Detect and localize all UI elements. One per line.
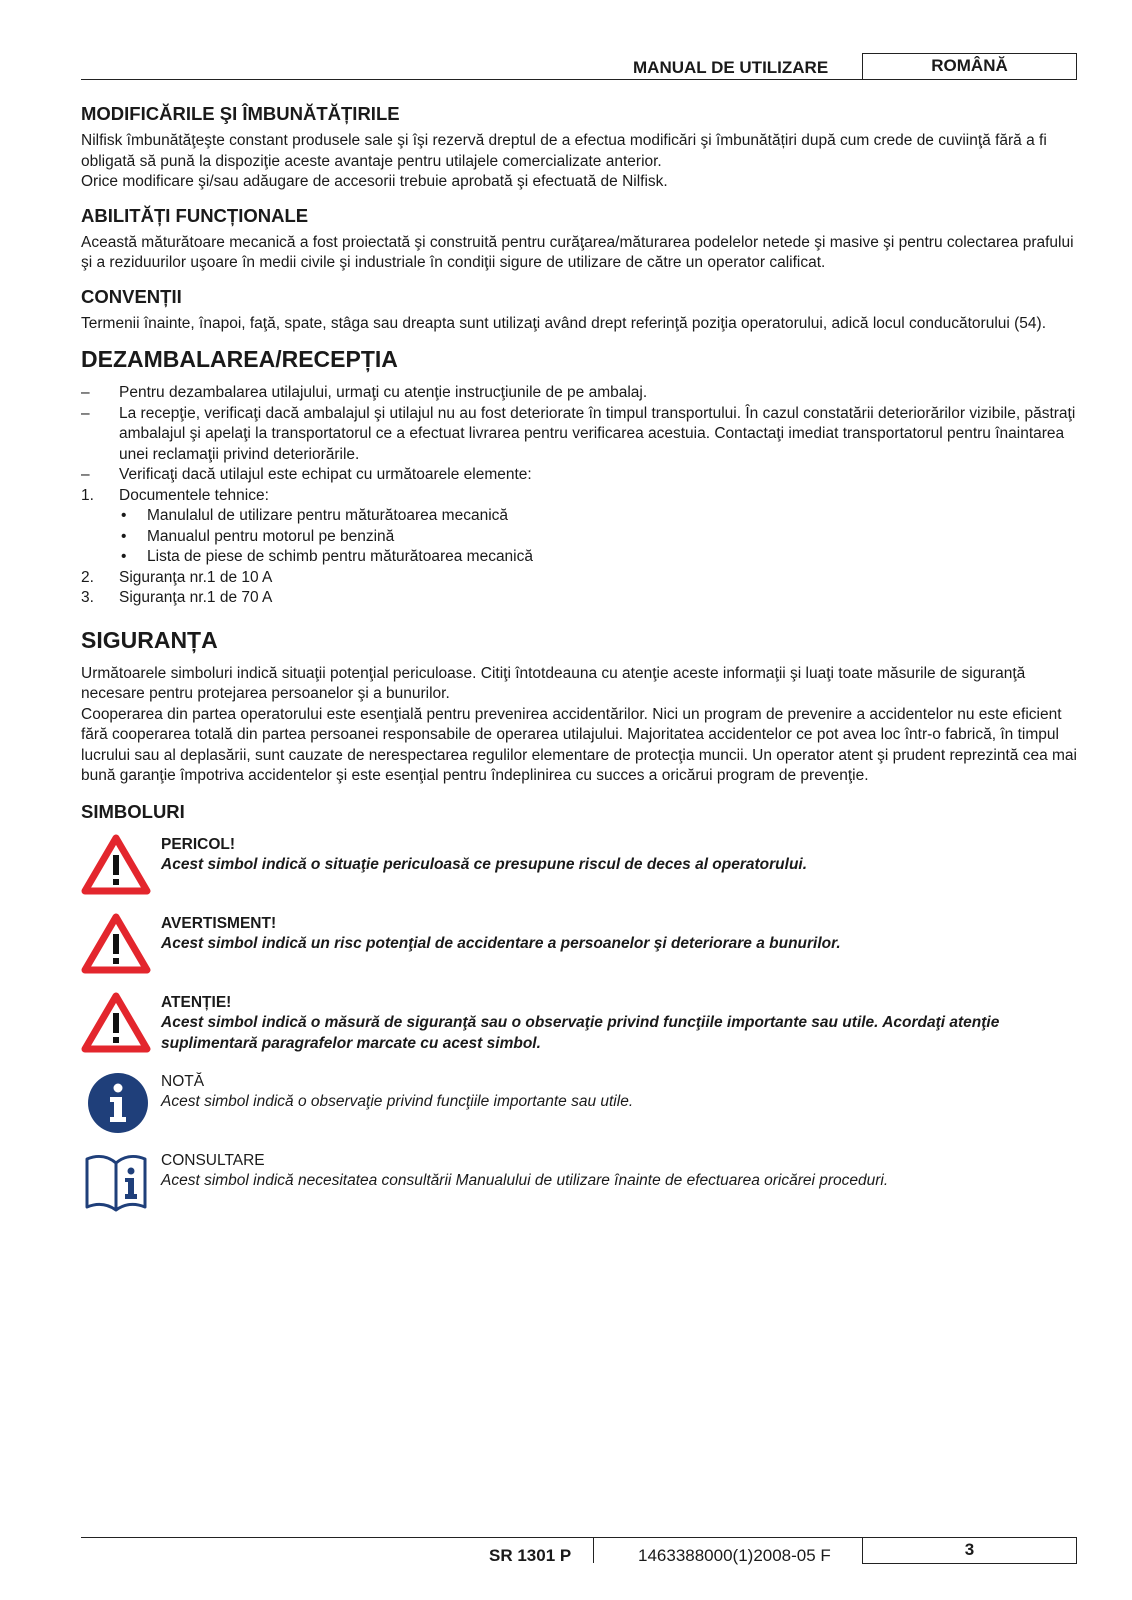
section-simboluri <box>81 801 1077 1213</box>
footer-page-box: 3 <box>862 1537 1077 1564</box>
symbol-entry <box>81 991 1077 1055</box>
book-info-icon <box>81 1149 151 1213</box>
symbol-description: Acest simbol indică o situaţie periculoasă ce presupune riscul de deces al operatorului. <box>161 856 808 873</box>
symbol-entry <box>81 912 1077 976</box>
list-item: 1. Documentele tehnice: <box>81 486 269 504</box>
page-content <box>81 103 1077 1228</box>
paragraph: Termenii înainte, înapoi, faţă, spate, stâga sau dreapta sunt utilizaţi având drept referinţă poziţia operatorului, adică locul conducătorului (54). <box>81 314 1047 332</box>
section-abilitati <box>81 205 1077 274</box>
section-title: SIGURANȚA <box>81 626 218 653</box>
list-item: 3. Siguranţa nr.1 de 70 A <box>81 589 273 606</box>
paragraph: Această măturătoare mecanică a fost proiectată şi construită pentru curăţarea/măturarea podelelor netede şi masive şi pentru colectarea prafului şi a reziduurilor uşoare în medii civile şi industriale în condiţii sigure de utilizare de către un operator calificat. <box>81 233 1074 271</box>
symbol-entry <box>81 1149 1077 1213</box>
footer-model: SR 1301 P <box>489 1546 572 1565</box>
section-modificari <box>81 103 1077 193</box>
footer-doc-code: 1463388000(1)2008-05 F <box>638 1546 831 1565</box>
footer-divider <box>593 1537 594 1563</box>
symbol-title: PERICOL! <box>161 835 236 853</box>
paragraph: Orice modificare şi/sau adăugare de accesorii trebuie aprobată şi efectuată de Nilfisk. <box>81 173 668 190</box>
header-title: MANUAL DE UTILIZARE <box>633 58 829 77</box>
warning-triangle-icon <box>81 912 151 976</box>
symbol-description: Acest simbol indică un risc potenţial de accidentare a persoanelor şi deteriorare a bunurilor. <box>161 935 841 952</box>
section-heading: ABILITĂȚI FUNCȚIONALE <box>81 204 309 226</box>
sub-list-item: • Manulalul de utilizare pentru măturătoarea mecanică <box>121 507 509 524</box>
section-siguranta <box>81 627 1077 787</box>
paragraph: Nilfisk îmbunătăţeşte constant produsele sale şi îşi rezervă dreptul de a efectua modificări şi îmbunătățiri după cum crede de cuviinţă fără a fi obligată să pună la dispoziţie aceste avantaje pentru utilajele comercializate anterior. <box>81 132 1047 170</box>
header-language-box: ROMÂNĂ <box>862 53 1077 80</box>
symbol-title: CONSULTARE <box>161 1151 265 1169</box>
info-circle-icon <box>81 1070 151 1134</box>
danger-triangle-icon <box>81 833 151 897</box>
sub-list-item: • Lista de piese de schimb pentru măturătoarea mecanică <box>121 548 533 565</box>
symbol-description: Acest simbol indică o măsură de siguranţă sau o observaţie privind funcţiile importante sau utile. Acordaţi atenţie suplimentară paragrafelor marcate cu acest simbol. <box>161 1014 1000 1052</box>
paragraph: Cooperarea din partea operatorului este esenţială pentru prevenirea accidentărilor. Nici un program de prevenire a accidentelor nu este eficient fără cooperarea totală din partea persoanei responsabile de operarea utilajului. Majoritatea accidentelor ce pot avea loc într-o fabrică, în timpul lucrului sau al deplasării, sunt cauzate de nerespectarea regulilor elementare de protecţia muncii. Un operator atent şi prudent reprezintă cea mai bună garanţie împotriva accidentelor şi este esenţial pentru îndeplinirea cu succes a oricărui program de prevenţie. <box>81 705 1077 784</box>
symbol-entry <box>81 1070 1077 1134</box>
list-item: – Pentru dezambalarea utilajului, urmaţi cu atenţie instrucţiunile de pe ambalaj. <box>81 384 648 401</box>
section-conventii <box>81 286 1077 335</box>
caution-triangle-icon <box>81 991 151 1055</box>
list-item: 2. Siguranţa nr.1 de 10 A <box>81 568 273 586</box>
symbol-entry <box>81 833 1077 897</box>
symbol-title: ATENȚIE! <box>161 993 232 1011</box>
paragraph: Următoarele simboluri indică situaţii potenţial periculoase. Citiţi întotdeauna cu atenţie aceste informaţii şi luaţi toate măsurile de siguranţă necesare pentru protejarea persoanelor şi a bunurilor. <box>81 664 1026 702</box>
section-heading: MODIFICĂRILE ŞI ÎMBUNĂTĂȚIRILE <box>81 103 400 124</box>
symbol-description: Acest simbol indică necesitatea consultării Manualului de utilizare înainte de efectuarea oricărei proceduri. <box>161 1172 889 1189</box>
sub-list-item: • Manualul pentru motorul pe benzină <box>121 527 395 545</box>
list-item: – La recepţie, verificaţi dacă ambalajul şi utilajul nu au fost deteriorate în timpul transportului. În cazul constatării deteriorărilor vizibile, păstraţi ambalajul şi apelaţi la transportatorul ce a efectuat livrarea pentru verificarea acestuia. Contactaţi imediat transportatorul pentru înaintarea unei reclamaţii privind deteriorările. <box>81 404 1076 463</box>
section-heading: CONVENȚII <box>81 285 182 307</box>
symbol-title: AVERTISMENT! <box>161 914 277 932</box>
section-dezambalare <box>81 346 1077 609</box>
section-title: DEZAMBALAREA/RECEPȚIA <box>81 346 398 372</box>
symbol-description: Acest simbol indică o observaţie privind funcţiile importante sau utile. <box>161 1093 634 1110</box>
list-item: – Verificaţi dacă utilajul este echipat cu următoarele elemente: <box>81 466 532 483</box>
section-heading: SIMBOLURI <box>81 800 185 822</box>
symbol-title: NOTĂ <box>161 1072 205 1090</box>
